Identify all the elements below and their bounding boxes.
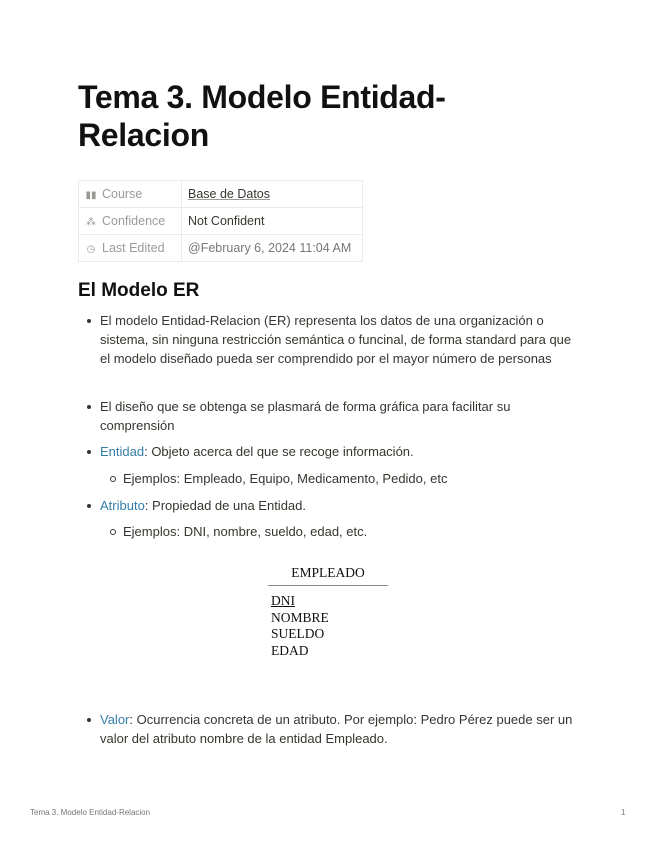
bullet-text: : Propiedad de una Entidad. (144, 498, 306, 513)
bullet-text: Ejemplos: Empleado, Equipo, Medicamento, Pedido, etc (123, 471, 448, 486)
property-key-cell (79, 235, 182, 262)
section-heading: El Modelo ER (78, 280, 200, 301)
property-row-course (79, 181, 363, 208)
entity-attribute: EDAD (271, 642, 309, 658)
last-edited-value: @February 6, 2024 11:04 AM (188, 241, 352, 255)
entity-attribute: DNI (271, 593, 295, 608)
entity-attributes (268, 593, 388, 659)
list-item (100, 311, 578, 368)
bullet-text: : Ocurrencia concreta de un atributo. Por ejemplo: Pedro Pérez puede ser un valor del atributo nombre de la entidad Empleado. (100, 712, 573, 746)
bullet-text: El modelo Entidad-Relacion (ER) representa (100, 313, 361, 328)
property-value-cell (182, 235, 363, 262)
property-key-label: Confidence (102, 214, 166, 228)
bullet-text: los datos de una organización o sistema, sin ninguna restricción semántica o funcinal, de forma standard para que el modelo diseñado pueda ser comprendido por el mayor número de personas (100, 313, 572, 366)
bullet-text: Ejemplos: DNI, nombre, sueldo, edad, etc. (123, 524, 368, 539)
property-row-last-edited (79, 235, 363, 262)
sub-list-item (123, 469, 578, 488)
clock-icon: ◷ (86, 244, 96, 255)
term-atributo: Atributo (100, 498, 145, 513)
property-value-cell (182, 181, 363, 208)
properties-table (78, 180, 363, 262)
list-item (100, 496, 578, 515)
sub-list-item (123, 522, 578, 541)
list-item (100, 710, 578, 748)
property-key-cell (79, 208, 182, 235)
property-row-confidence (79, 208, 363, 235)
list-item (100, 397, 578, 435)
entity-name: EMPLEADO (268, 563, 388, 586)
confidence-value: Not Confident (188, 214, 265, 228)
entity-diagram (268, 563, 388, 659)
book-icon: ▮▮ (85, 190, 97, 201)
bullet-text: El diseño que se obtenga se plasmará de forma gráfica para facilitar su comprensión (100, 399, 511, 433)
property-value-cell (182, 208, 363, 235)
list-item (100, 442, 578, 461)
property-key-cell (79, 181, 182, 208)
property-key-label: Last Edited (102, 241, 165, 255)
page-title: Tema 3. Modelo Entidad-Relacion (78, 79, 446, 153)
entity-attribute: SUELDO (271, 626, 325, 641)
term-entidad: Entidad (100, 444, 145, 459)
page-number: 1 (621, 808, 626, 817)
property-key-label: Course (102, 187, 143, 201)
bullet-text: : Objeto acerca del que se recoge información. (144, 444, 414, 459)
footer-title: Tema 3. Modelo Entidad-Relacion (30, 808, 151, 817)
loading-icon: ⁂ (86, 217, 96, 228)
course-link[interactable]: Base de Datos (188, 187, 270, 201)
term-valor: Valor (100, 712, 130, 727)
entity-attribute: NOMBRE (271, 609, 329, 625)
